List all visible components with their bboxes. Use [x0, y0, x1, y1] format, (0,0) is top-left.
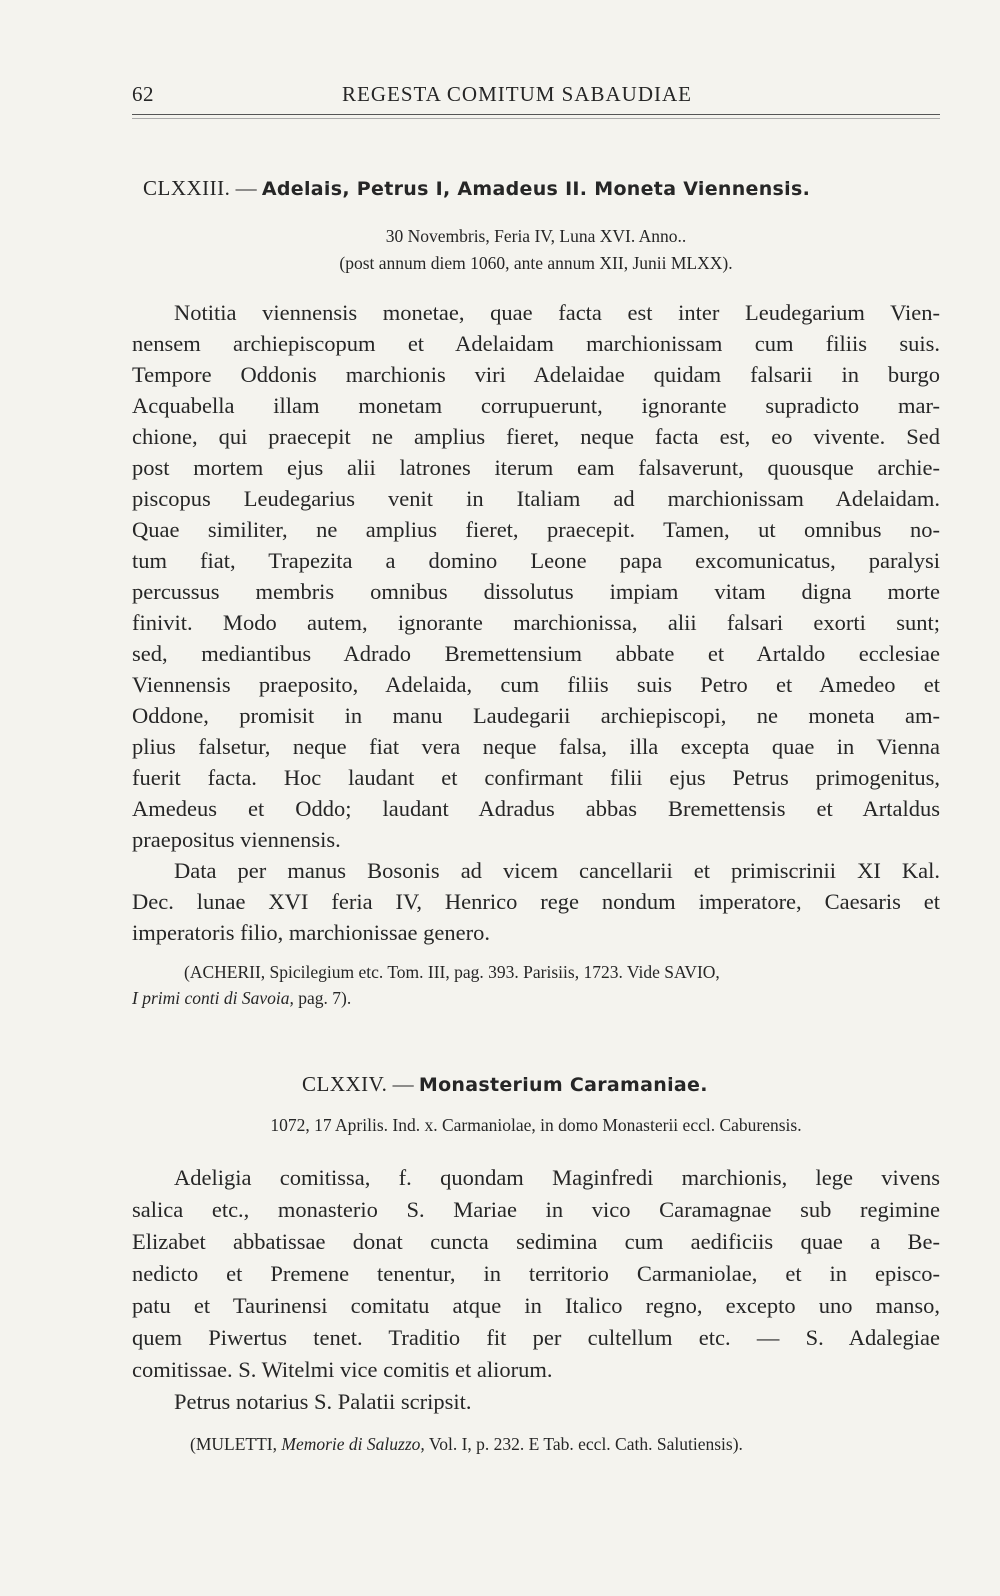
doc2-line: comitissae. S. Witelmi vice comitis et aliorum. [132, 1357, 553, 1382]
doc1-line: Acquabella illam monetam corrupuerunt, ignorante supradicto mar- [132, 393, 940, 418]
doc2-title: Monasterium Caramaniae. [418, 1074, 708, 1096]
header-rule-secondary [132, 118, 940, 119]
doc1-line: praepositus viennensis. [132, 827, 341, 852]
doc2-heading [302, 1072, 708, 1097]
doc2-line: patu et Taurinensi comitatu atque in Italico regno, excepto uno manso, [132, 1293, 940, 1318]
header-rule [132, 114, 940, 115]
doc2-line: Elizabet abbatissae donat cuncta sedimina cum aedificiis quae a Be- [132, 1229, 940, 1254]
doc1-citation-title: I primi conti di Savoia, [132, 988, 294, 1008]
doc2-line: Adeligia comitissa, f. quondam Maginfredi marchionis, lege vivens [174, 1165, 940, 1190]
doc1-dateline-2: (post annum diem 1060, ante annum XII, Junii MLXX). [339, 253, 733, 273]
doc1-line: chione, qui praecepit ne amplius fieret, neque facta est, eo vivente. Sed [132, 424, 940, 449]
doc1-line: Notitia viennensis monetae, quae facta est inter Leudegarium Vien- [174, 300, 940, 325]
doc2-citation-title: Memorie di Saluzzo, [281, 1434, 425, 1454]
doc1-line: finivit. Modo autem, ignorante marchionissa, alii falsari exorti sunt; [132, 610, 940, 635]
running-title: REGESTA COMITUM SABAUDIAE [342, 82, 692, 106]
doc1-line: plius falsetur, neque fiat vera neque falsa, illa excepta quae in Vienna [132, 734, 940, 759]
doc1-line: Amedeus et Oddo; laudant Adradus abbas Bremettensis et Artaldus [132, 796, 940, 821]
doc1-line: sed, mediantibus Adrado Bremettensium abbate et Artaldo ecclesiae [132, 641, 940, 666]
doc1-dateline-1: 30 Novembris, Feria IV, Luna XVI. Anno.. [385, 226, 687, 246]
doc1-line: Dec. lunae XVI feria IV, Henrico rege nondum imperatore, Caesaris et [132, 889, 940, 914]
doc1-line: piscopus Leudegarius venit in Italiam ad marchionissam Adelaidam. [132, 486, 940, 511]
doc2-dash: — [392, 1072, 414, 1096]
running-head [132, 82, 940, 112]
doc1-number: CLXXIII. [143, 176, 231, 200]
doc2-citation [190, 1434, 743, 1455]
page-number: 62 [132, 82, 154, 106]
doc1-line: Quae similiter, ne amplius fieret, praecepit. Tamen, ut omnibus no- [132, 517, 940, 542]
doc1-line: Tempore Oddonis marchionis viri Adelaidae quidam falsarii in burgo [132, 362, 940, 387]
doc1-citation-line2 [132, 988, 351, 1009]
doc1-line: percussus membris omnibus dissolutus impiam vitam digna morte [132, 579, 940, 604]
doc1-title: Adelais, Petrus I, Amadeus II. Moneta Viennensis. [261, 178, 811, 200]
doc1-line: tum fiat, Trapezita a domino Leone papa excomunicatus, paralysi [132, 548, 940, 573]
doc1-line: Data per manus Bosonis ad vicem cancellarii et primiscrinii XI Kal. [174, 858, 940, 883]
doc1-line: Viennensis praeposito, Adelaida, cum filiis suis Petro et Amedeo et [132, 672, 940, 697]
doc1-dash: — [235, 176, 257, 200]
doc1-citation-line1: (ACHERII, Spicilegium etc. Tom. III, pag. 393. Parisiis, 1723. Vide SAVIO, [184, 962, 720, 982]
doc2-dateline: 1072, 17 Aprilis. Ind. x. Carmaniolae, in domo Monasterii eccl. Caburensis. [270, 1115, 802, 1135]
doc2-line: Petrus notarius S. Palatii scripsit. [174, 1389, 472, 1414]
doc1-line: fuerit facta. Hoc laudant et confirmant filii ejus Petrus primogenitus, [132, 765, 940, 790]
doc2-line: nedicto et Premene tenentur, in territorio Carmaniolae, et in episco- [132, 1261, 940, 1286]
doc2-line: quem Piwertus tenet. Traditio fit per cultellum etc. — S. Adalegiae [132, 1325, 940, 1350]
doc2-number: CLXXIV. [302, 1072, 388, 1096]
doc1-line: post mortem ejus alii latrones iterum eam falsaverunt, quousque archie- [132, 455, 940, 480]
doc1-heading [143, 176, 810, 201]
doc1-citation-rest: pag. 7). [293, 988, 352, 1008]
doc2-line: salica etc., monasterio S. Mariae in vico Caramagnae sub regimine [132, 1197, 940, 1222]
doc1-line: Oddone, promisit in manu Laudegarii archiepiscopi, ne moneta am- [132, 703, 940, 728]
doc1-line: imperatoris filio, marchionissae genero. [132, 920, 491, 945]
doc1-line: nensem archiepiscopum et Adelaidam marchionissam cum filiis suis. [132, 331, 940, 356]
doc2-citation-pre: (MULETTI, [190, 1434, 282, 1454]
doc2-citation-post: Vol. I, p. 232. E Tab. eccl. Cath. Salutiensis). [424, 1434, 743, 1454]
